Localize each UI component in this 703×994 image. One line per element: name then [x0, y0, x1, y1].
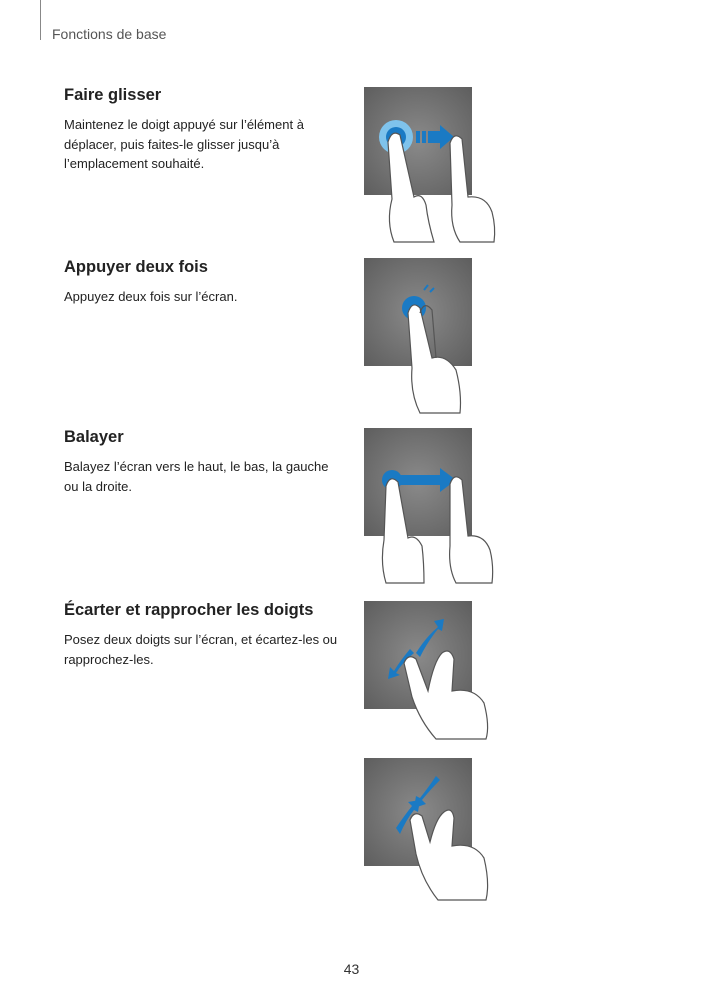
section-title: Écarter et rapprocher les doigts [64, 601, 314, 619]
spread-gesture-illustration [364, 601, 516, 761]
header-rule [40, 0, 41, 40]
section-swipe [64, 428, 344, 496]
section-text: Maintenez le doigt appuyé sur l’élément à déplacer, puis faites-le glisser jusqu’à l’emplacement souhaité. [64, 117, 304, 171]
section-title: Appuyer deux fois [64, 258, 208, 276]
section-title: Balayer [64, 428, 124, 446]
section-pinch [64, 601, 344, 669]
section-text: Balayez l’écran vers le haut, le bas, la gauche ou la droite. [64, 459, 329, 494]
page-number: 43 [343, 961, 360, 977]
section-title: Faire glisser [64, 86, 162, 104]
section-text: Appuyez deux fois sur l’écran. [64, 289, 238, 304]
swipe-gesture-illustration [364, 428, 516, 588]
section-double-tap [64, 258, 344, 307]
pinch-gesture-illustration [364, 758, 516, 918]
double-tap-gesture-illustration [364, 258, 516, 418]
section-text: Posez deux doigts sur l’écran, et écartez-les ou rapprochez-les. [64, 632, 338, 667]
header-title: Fonctions de base [52, 26, 167, 42]
section-drag [64, 86, 344, 174]
drag-gesture-illustration [364, 87, 516, 247]
